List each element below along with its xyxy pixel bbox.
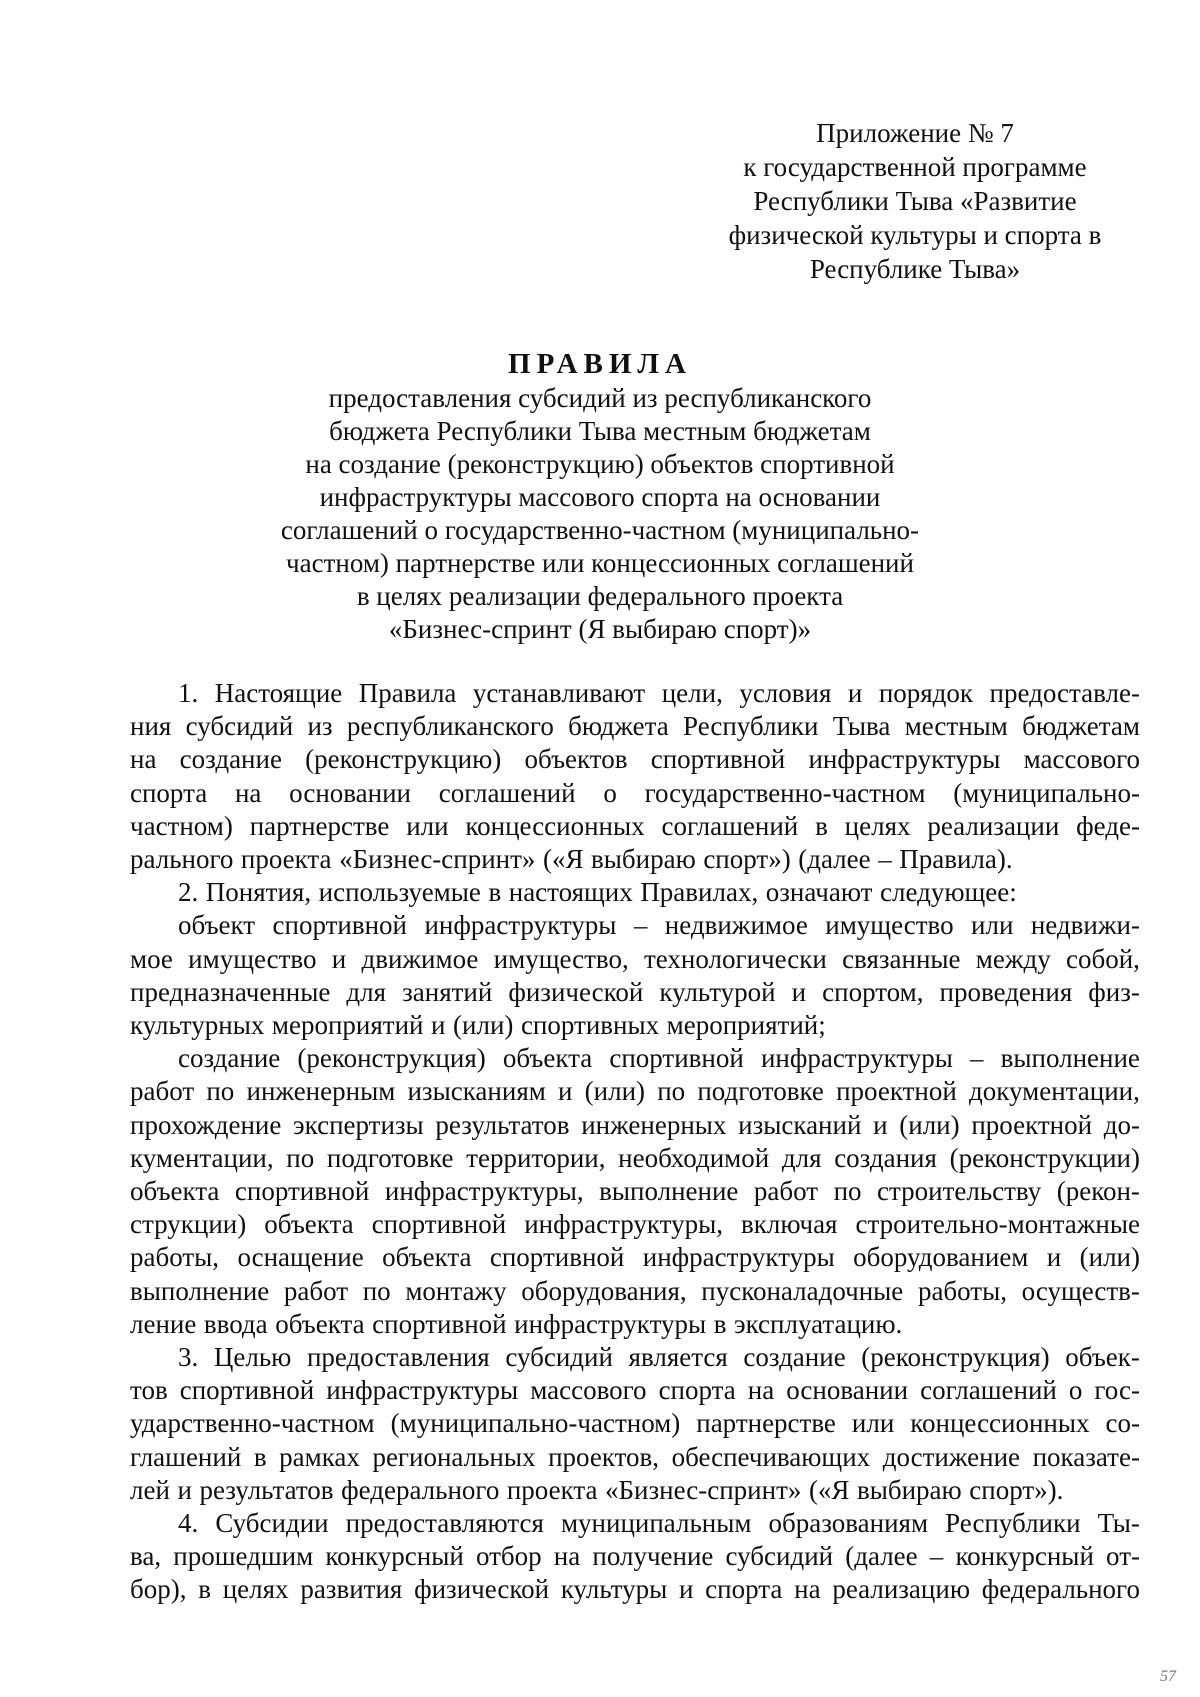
body-line: 1. Настоящие Правила устанавливают цели, условия и порядок предоставле- bbox=[178, 678, 1140, 708]
document-title: ПРАВИЛА bbox=[508, 348, 692, 380]
subtitle-line: «Бизнес-спринт (Я выбираю спорт)» bbox=[388, 614, 812, 644]
body-line: частном) партнерстве или концессионных соглашений в целях реализации феде- bbox=[130, 810, 1140, 841]
appendix-line: Республики Тыва «Развитие bbox=[753, 186, 1077, 216]
body-line: 2. Понятия, используемые в настоящих Правилах, означают следующее: bbox=[178, 877, 1017, 908]
page-number-mark: 57 bbox=[1160, 1668, 1176, 1685]
body-line: мое имущество и движимое имущество, технологически связанные между собой, bbox=[130, 943, 1140, 974]
body-line: 3. Целью предоставления субсидий является создание (реконструкция) объек- bbox=[178, 1342, 1140, 1373]
body-line: объект спортивной инфраструктуры – недвижимое имущество или недвижи- bbox=[178, 910, 1140, 941]
body-line: глашений в рамках региональных проектов, обеспечивающих достижение показате- bbox=[130, 1441, 1140, 1472]
body-line: струкции) объекта спортивной инфраструктуры, включая строительно-монтажные bbox=[130, 1209, 1140, 1240]
appendix-header bbox=[700, 116, 1130, 286]
body-line: ва, прошедшим конкурсный отбор на получение субсидий (далее – конкурсный от- bbox=[130, 1541, 1140, 1572]
appendix-line: Республике Тыва» bbox=[809, 254, 1021, 284]
body-text bbox=[130, 677, 1140, 1607]
body-line: тов спортивной инфраструктуры массового спорта на основании соглашений о гос- bbox=[130, 1375, 1140, 1406]
subtitle-line: соглашений о государственно-частном (муниципально- bbox=[280, 515, 920, 545]
appendix-line: физической культуры и спорта в bbox=[728, 220, 1102, 250]
body-line: предназначенные для занятий физической культурой и спортом, проведения физ- bbox=[130, 976, 1140, 1007]
body-line: выполнение работ по монтажу оборудования, пусконаладочные работы, осуществ- bbox=[130, 1275, 1140, 1306]
body-line: лей и результатов федерального проекта «Бизнес-спринт» («Я выбираю спорт»). bbox=[130, 1474, 1064, 1505]
subtitle-line: на создание (реконструкцию) объектов спортивной bbox=[305, 449, 895, 479]
body-line: на создание (реконструкцию) объектов спортивной инфраструктуры массового bbox=[130, 744, 1140, 775]
body-line: работы, оснащение объекта спортивной инфраструктуры оборудованием и (или) bbox=[130, 1242, 1140, 1273]
body-line: кументации, по подготовке территории, необходимой для создания (реконструкции) bbox=[130, 1142, 1140, 1173]
body-line: работ по инженерным изысканиям и (или) по подготовке проектной документации, bbox=[130, 1076, 1140, 1107]
body-line: объекта спортивной инфраструктуры, выполнение работ по строительству (рекон- bbox=[130, 1176, 1140, 1207]
subtitle-line: в целях реализации федерального проекта bbox=[356, 581, 844, 611]
appendix-line: к государственной программе bbox=[743, 152, 1087, 182]
subtitle-line: предоставления субсидий из республиканского bbox=[328, 383, 872, 413]
body-line: прохождение экспертизы результатов инженерных изысканий и (или) проектной до- bbox=[130, 1109, 1140, 1140]
subtitle-line: бюджета Республики Тыва местным бюджетам bbox=[329, 416, 871, 446]
title-block bbox=[230, 346, 970, 646]
body-line: ление ввода объекта спортивной инфраструктуры в эксплуатацию. bbox=[130, 1308, 903, 1339]
body-line: ударственно-частном (муниципально-частном) партнерстве или концессионных со- bbox=[130, 1408, 1140, 1439]
subtitle-line: инфраструктуры массового спорта на основании bbox=[319, 482, 881, 512]
appendix-line: Приложение № 7 bbox=[816, 118, 1014, 148]
body-line: создание (реконструкция) объекта спортивной инфраструктуры – выполнение bbox=[178, 1043, 1140, 1074]
body-line: ния субсидий из республиканского бюджета Республики Тыва местным бюджетам bbox=[130, 711, 1140, 742]
body-line: бор), в целях развития физической культуры и спорта на реализацию федерального bbox=[130, 1574, 1140, 1605]
body-line: культурных мероприятий и (или) спортивных мероприятий; bbox=[130, 1010, 826, 1041]
body-line: рального проекта «Бизнес-спринт» («Я выбираю спорт») (далее – Правила). bbox=[130, 844, 1013, 875]
body-line: спорта на основании соглашений о государственно-частном (муниципально- bbox=[130, 777, 1140, 808]
body-line: 4. Субсидии предоставляются муниципальным образованиям Республики Ты- bbox=[178, 1508, 1140, 1539]
subtitle-line: частном) партнерстве или концессионных соглашений bbox=[286, 548, 914, 578]
